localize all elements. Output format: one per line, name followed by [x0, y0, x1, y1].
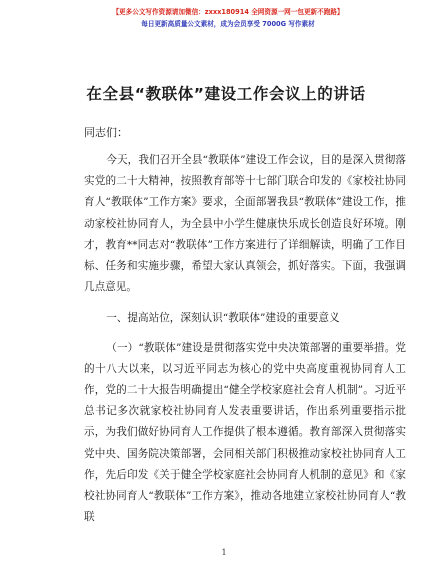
promo-banner	[50, 0, 406, 30]
greeting: 同志们：	[84, 126, 128, 139]
promo-banner-line2: 每日更新高质量公文素材，成为会员享受 7000G 写作素材	[141, 20, 315, 28]
paragraph-intro: 今天，我们召开全县“教联体”建设工作会议，目的是深入贯彻落实党的二十大精神，按照教育部等十七部门联合印发的《家校社协同育人“教联体”工作方案》要求，全面部署我县“教联体”建设工作，推动家校社协同育人，为全县中小学生健康快乐成长创造良好环境。刚才，教育**同志对“教联体”工作方案进行了详细解读，明确了工作目标、任务和实施步骤，希望大家认真领会，抓好落实。下面，我强调几点意见。	[84, 154, 406, 294]
page-number: 1	[221, 548, 227, 557]
document-body	[84, 150, 406, 528]
promo-banner-line1: 【更多公文写作资源请加微信：zxxx180914 全网资源一网一包更新不跑路】	[112, 8, 344, 16]
section-heading: 一、提高站位，深刻认识“教联体”建设的重要意义	[106, 312, 340, 325]
paragraph-subsection: （一）“教联体”建设是贯彻落实党中央决策部署的重要举措。党的十八大以来，以习近平同志为核心的党中央高度重视协同育人工作，党的二十大报告明确提出“健全学校家庭社会育人机制”。习近平总书记多次就家校社协同育人发表重要讲话，作出系列重要指示批示，为我们做好协同育人工作提供了根本遵循。教育部深入贯彻落实党中央、国务院决策部署，会同相关部门积极推动家校社协同育人工作，先后印发《关于健全学校家庭社会协同育人机制的意见》和《家校社协同育人“教联体”工作方案》，推动各地建立家校社协同育人“教联	[84, 341, 406, 524]
document-title: 在全县“教联体”建设工作会议上的讲话	[86, 85, 366, 103]
